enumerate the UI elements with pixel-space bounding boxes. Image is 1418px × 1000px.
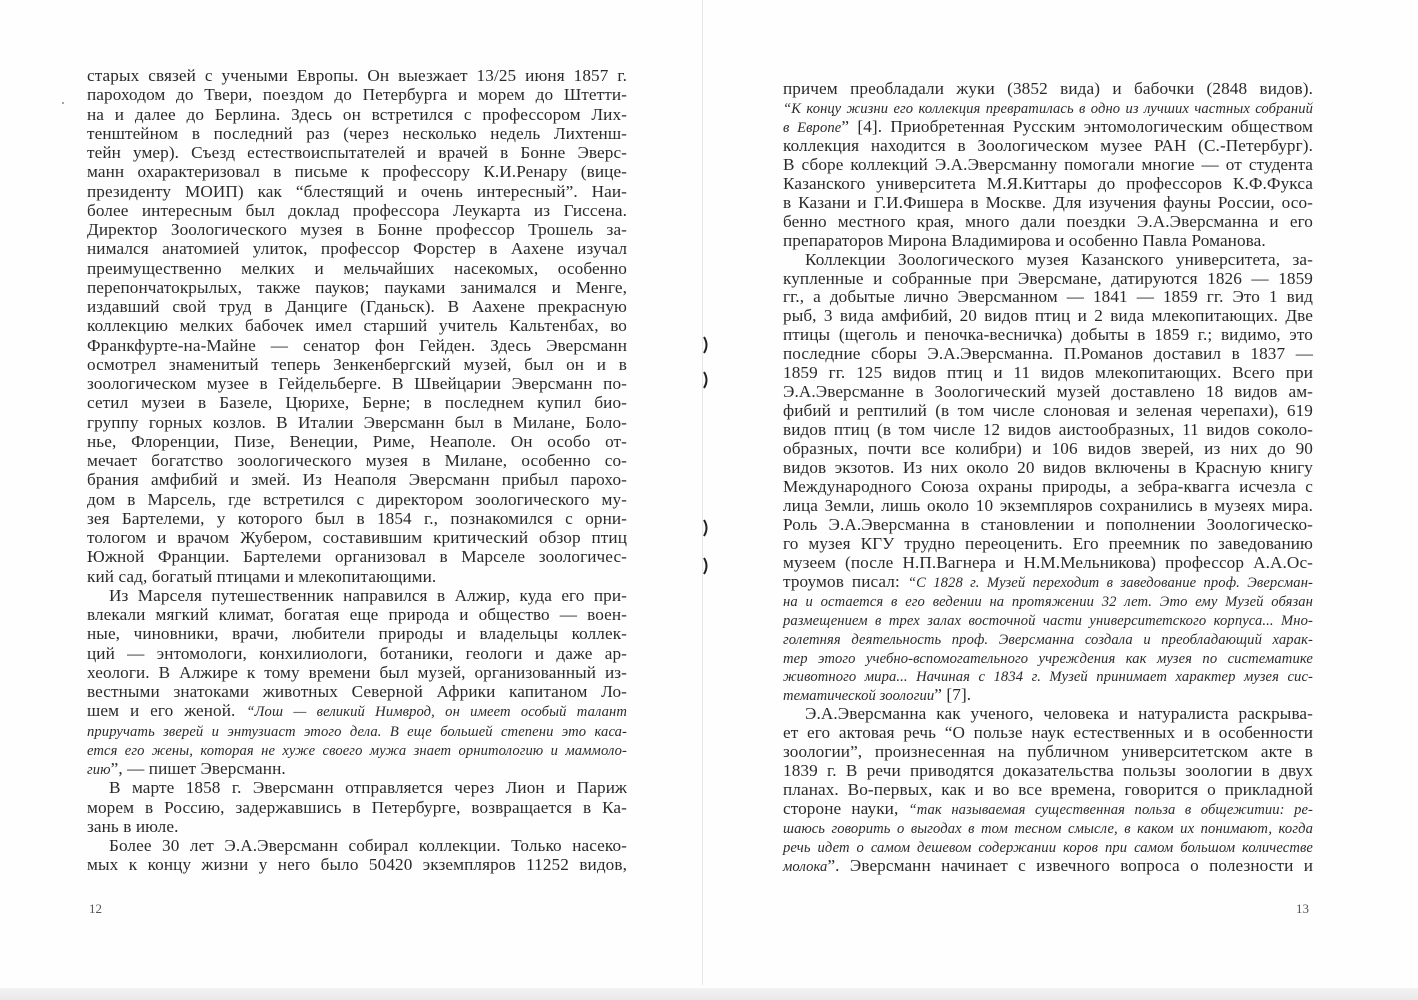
text-line: [87, 66, 627, 86]
line-text: В марте 1858 г. Эверсманн отправляется через Лион и Париж: [109, 778, 627, 798]
line-text: старых связей с учеными Европы. Он выезжает 13/25 июня 1857 г.: [87, 66, 627, 85]
line-text: группу горных козлов. В Италии Эверсманн был в Милане, Боло-: [87, 412, 627, 432]
text-line: [783, 856, 1313, 876]
line-text: зоологии”, произнесенная на публичном университетском акте в: [783, 742, 1313, 762]
line-quote-italic: тематической зоологии: [783, 688, 935, 705]
text-line: [87, 278, 627, 298]
line-quote-italic: “так называемая существенная польза в общежитии: ре-: [908, 802, 1313, 819]
text-line: [87, 682, 627, 702]
text-line: [783, 136, 1313, 156]
text-line: [783, 212, 1313, 232]
line-text: видов птиц (в том числе 12 видов аистообразных, 11 видов соколо-: [783, 420, 1313, 440]
line-text: кий сад, богатый птицами и млекопитающими.: [87, 566, 437, 586]
line-text: Из Марселя путешественник направился в Алжир, куда его при-: [109, 585, 627, 605]
line-quote-italic: животного мира... Начиная с 1834 г. Музей принимает характер музея сис-: [783, 669, 1313, 686]
line-text: ций — энтомологи, конхилиологи, ботаники, геологи и даже ар-: [87, 643, 627, 663]
text-line: [783, 742, 1313, 762]
line-text: осмотрел знаменитый теперь Зенкенбергский музей, был он и в: [87, 354, 627, 374]
text-line: [783, 723, 1313, 743]
line-quote-italic: “С 1828 г. Музей переходит в заведование проф. Эверсман-: [907, 574, 1314, 591]
line-text: ” [7].: [934, 685, 972, 705]
text-line: [783, 572, 1313, 592]
text-line: [87, 182, 627, 202]
text-line: [87, 336, 627, 356]
text-line: [783, 250, 1313, 270]
text-line: [87, 259, 627, 279]
line-text: президенту МОИП) как “блестящий и очень интересный”. Наи-: [87, 181, 627, 201]
line-text: Роль Э.А.Эверсманна в становлении и пополнении Зоологическо-: [783, 514, 1313, 534]
text-line: [87, 220, 627, 240]
text-line: [783, 325, 1313, 345]
text-line: [783, 477, 1313, 497]
line-quote-italic: в Европе: [783, 119, 842, 136]
line-quote-italic: гию: [87, 762, 111, 778]
line-quote-italic: ется его жены, которая не хуже своего мужа знает орнитологию и маммоло-: [87, 742, 627, 759]
text-line: [87, 605, 627, 625]
line-text: Э.А.Эверсманна как ученого, человека и натуралиста раскрыва-: [805, 704, 1313, 724]
line-text: зань в июле.: [87, 816, 179, 836]
line-text: зея Бартелеми, у которого был в 1854 г., познакомился с орни-: [87, 508, 627, 528]
line-text: тологом и врачом Жубером, составившим критический обзор птиц: [87, 528, 627, 547]
text-line: [783, 401, 1313, 421]
text-line: [87, 413, 627, 433]
text-line: [87, 798, 627, 818]
line-text: манн охарактеризовал в письме к профессору К.И.Ренару (вице-: [87, 162, 627, 182]
text-line: [87, 393, 627, 413]
text-line: [783, 117, 1313, 137]
line-text: дом в Марсель, где встретился с директором зоологического му-: [87, 489, 627, 509]
line-text: коллекция находится в Зоологическом музее РАН (С.-Петербург).: [783, 135, 1313, 155]
binding-staple-icon: [702, 556, 710, 576]
line-text: Коллекции Зоологического музея Казанского университета, за-: [805, 249, 1313, 269]
binding-staple-icon: [702, 518, 710, 538]
line-text: В сборе коллекций Э.А.Эверсманну помогали многие — от студента: [783, 154, 1313, 174]
line-text: причем преобладали жуки (3852 вида) и бабочки (2848 видов).: [783, 79, 1313, 98]
text-line: [783, 629, 1313, 649]
text-line: [783, 553, 1313, 573]
line-text: рыб, 3 вида амфибий, 20 видов птиц и 2 вида млекопитающих. Две: [783, 306, 1313, 326]
text-line: [783, 780, 1313, 800]
text-line: [87, 451, 627, 471]
text-line: [783, 439, 1313, 459]
scan-bottom-edge: [0, 988, 1418, 1000]
line-text: тейн умер). Съезд естествоиспытателей и врачей в Бонне Эверс-: [87, 143, 627, 162]
text-line: [87, 701, 627, 721]
line-quote-italic: тер этого учебно-вспомогательного учреждения как музея по систематике: [783, 650, 1313, 667]
line-text: Казанского университета М.Я.Киттары до профессоров К.Ф.Фукса: [783, 173, 1313, 193]
text-line: [87, 663, 627, 683]
text-line: [87, 644, 627, 664]
line-text: на и далее до Берлина. Здесь он встретился с профессором Лих-: [87, 104, 627, 124]
text-line: [783, 818, 1313, 838]
text-line: [87, 567, 627, 587]
line-quote-italic: приручать зверей и энтузиаст этого дела. В еще большей степени это каса-: [87, 723, 627, 740]
line-quote-italic: “К концу жизни его коллекция превратилась в одно из лучших частных собраний: [783, 100, 1313, 117]
line-text: троумов писал:: [783, 571, 908, 591]
line-text: ”. Эверсманн начинает с извечного вопроса о полезности и: [827, 855, 1313, 875]
margin-speck: [62, 102, 64, 104]
text-line: [87, 547, 627, 567]
text-line: [87, 239, 627, 259]
line-text: видов экзотов. Из них около 20 видов включены в Красную книгу: [783, 458, 1313, 477]
text-line: [87, 85, 627, 105]
text-line: [783, 534, 1313, 554]
text-line: [783, 515, 1313, 535]
line-text: 1839 г. В речи приводятся доказательства пользы зоологии в двух: [783, 761, 1313, 781]
line-text: Директор Зоологического музея в Бонне профессор Трошель за-: [87, 220, 627, 239]
line-text: морем в Россию, задержавшись в Петербурге, возвращается в Ка-: [87, 797, 627, 817]
line-text: в Казани и Г.И.Фишера в Москве. Для изучения фауны России, осо-: [783, 192, 1313, 212]
text-line: [87, 778, 627, 798]
line-quote-italic: голетняя деятельность проф. Эверсманна создала и преобладающий харак-: [783, 631, 1313, 648]
text-line: [783, 382, 1313, 402]
line-text: мечает богатство зоологического музея в Милане, особенно со-: [87, 451, 627, 470]
text-line: [87, 817, 627, 837]
text-line: [87, 740, 627, 760]
text-line: [87, 470, 627, 490]
line-text: фибий и рептилий (в том числе слоновая и зеленая черепахи), 619: [783, 401, 1313, 421]
text-line: [783, 174, 1313, 194]
text-line: [783, 269, 1313, 289]
page-number-right: 13: [1296, 901, 1309, 916]
line-text: купленные и собранные при Эверсмане, датируются 1826 — 1859: [783, 268, 1313, 288]
line-text: пароходом до Твери, поездом до Петербурга и морем до Штетти-: [87, 85, 627, 105]
text-line: [783, 155, 1313, 175]
text-line: [87, 836, 627, 856]
line-text: более интересным был доклад профессора Леукарта из Гиссена.: [87, 200, 627, 220]
line-text: сетил музеи в Базеле, Цюрихе, Берне; в последнем купил био-: [87, 393, 627, 413]
text-line: [783, 420, 1313, 440]
line-text: ” [4]. Приобретенная Русским энтомологическим обществом: [841, 116, 1313, 136]
line-quote-italic: на и остается в его ведении на протяжении 32 лет. Это ему Музей обязан: [783, 593, 1313, 610]
binding-staple-icon: [702, 335, 710, 355]
text-line: [783, 306, 1313, 326]
text-line: [783, 761, 1313, 781]
text-line: [783, 458, 1313, 478]
text-line: [783, 610, 1313, 630]
line-text: Южной Франции. Бартелеми организовал в Марселе зоологичес-: [87, 547, 627, 567]
line-quote-italic: молока: [783, 858, 828, 875]
line-text: Более 30 лет Э.А.Эверсманн собирал коллекции. Только насеко-: [109, 836, 627, 855]
text-line: [783, 363, 1313, 383]
line-text: ет его актовая речь “О пользе наук естественных и в особенности: [783, 723, 1313, 743]
text-line: [87, 124, 627, 144]
text-line: [87, 316, 627, 336]
text-line: [87, 759, 627, 779]
line-text: птицы (щеголь и пеночка-весничка) добыты в 1859 г.; видимо, это: [783, 325, 1313, 345]
line-text: нье, Флоренции, Пизе, Венеции, Риме, Неаполе. Он особо от-: [87, 431, 627, 451]
book-gutter: [702, 0, 703, 985]
text-line: [87, 855, 627, 875]
text-line: [783, 287, 1313, 307]
line-text: Франкфурте-на-Майне — сенатор фон Гейден. Здесь Эверсманн: [87, 335, 627, 355]
binding-staple-icon: [702, 370, 710, 390]
line-quote-italic: “Лош — великий Нимврод, он имеет особый талант: [246, 704, 628, 721]
line-text: лица Земли, лишь около 10 экземпляров сохранились в музеях мира.: [783, 495, 1313, 515]
text-line: [87, 143, 627, 163]
text-line: [87, 528, 627, 548]
text-line: [783, 98, 1313, 118]
text-line: [783, 704, 1313, 724]
text-line: [87, 105, 627, 125]
line-text: нимался анатомией улиток, профессор Форстер в Аахене изучал: [87, 239, 627, 259]
line-text: последние сборы Э.А.Эверсманна. П.Романов доставил в 1837 —: [783, 344, 1313, 364]
line-text: хеологи. В Алжире к тому времени был музей, организованный из-: [87, 662, 627, 682]
text-line: [783, 648, 1313, 668]
text-line: [87, 509, 627, 529]
text-line: [783, 685, 1313, 705]
text-line: [87, 374, 627, 394]
text-line: [87, 162, 627, 182]
line-text: коллекцию мелких бабочек имел старший учитель Кальтенбах, во: [87, 316, 627, 336]
text-line: [87, 432, 627, 452]
text-line: [783, 799, 1313, 819]
line-quote-italic: речь идет о самом дешевом содержании коров при самом большом количестве: [783, 840, 1313, 856]
line-text: гг., а добытые лично Эверсманном — 1841 — 1859 гг. Это 1 вид: [783, 287, 1313, 307]
line-quote-italic: шаюсь говорить о выгодах в том тесном смысле, в каком их понимают, когда: [783, 821, 1313, 838]
line-text: брания амфибий и змей. Из Неаполя Эверсманн прибыл парохо-: [87, 470, 627, 490]
line-quote-italic: размещением в трех залах восточной части университетского корпуса... Мно-: [783, 612, 1313, 629]
line-text: зоологическом музее в Гейдельберге. В Швейцарии Эверсманн по-: [87, 374, 627, 393]
text-line: [783, 193, 1313, 213]
line-text: 1859 гг. 125 видов птиц и 11 видов млекопитающих. Всего при: [783, 363, 1313, 383]
line-text: преимущественно мелких и мельчайших насекомых, особенно: [87, 258, 627, 278]
text-line: [87, 624, 627, 644]
line-text: го музея КГУ трудно переоценить. Его преемник по заведованию: [783, 533, 1313, 553]
text-line: [87, 586, 627, 606]
text-line: [87, 355, 627, 375]
text-line: [783, 231, 1313, 251]
line-text: тенштейном в последний раз (через несколько недель Лихтенш-: [87, 123, 627, 143]
text-line: [783, 79, 1313, 99]
line-text: ные, чиновники, врачи, любители природы и владельцы коллек-: [87, 624, 627, 644]
line-text: шем и его женой.: [87, 701, 247, 721]
line-text: влекали мягкий климат, богатая еще природа и общество — воен-: [87, 605, 627, 624]
text-line: [783, 496, 1313, 516]
line-text: Э.А.Эверсманне в Зоологический музей доставлено 18 видов ам-: [783, 382, 1313, 402]
line-text: образных, почти все колибри) и 106 видов зверей, из них до 90: [783, 439, 1313, 459]
line-text: перепончатокрылых, также пауков; пауками занимался и Менге,: [87, 277, 627, 297]
text-line: [783, 591, 1313, 611]
text-line: [783, 837, 1313, 857]
text-line: [783, 666, 1313, 686]
line-text: Международного Союза охраны природы, а зебра-квагга исчезла с: [783, 476, 1313, 496]
line-text: мых к концу жизни у него было 50420 экземпляров 11252 видов,: [87, 855, 627, 875]
line-text: планах. Во-первых, как и во все времена, говорится о прикладной: [783, 780, 1313, 800]
line-text: ”, — пишет Эверсманн.: [110, 759, 286, 778]
text-line: [87, 490, 627, 510]
line-text: вестными знатоками животных Северной Африки капитаном Ло-: [87, 682, 627, 701]
line-text: издавший свой труд в Данциге (Гданьск). В Аахене прекрасную: [87, 297, 627, 316]
text-line: [87, 201, 627, 221]
line-text: стороне науки,: [783, 799, 909, 819]
line-text: музеем (после Н.П.Вагнера и Н.М.Мельникова) профессор А.А.Ос-: [783, 552, 1313, 572]
text-line: [783, 344, 1313, 364]
text-line: [87, 721, 627, 741]
page-number-left: 12: [89, 901, 102, 916]
text-line: [87, 297, 627, 317]
line-text: бенно местного края, много дали поездки Э.А.Эверсманна и его: [783, 211, 1313, 231]
line-text: препараторов Мирона Владимирова и особенно Павла Романова.: [783, 230, 1266, 250]
